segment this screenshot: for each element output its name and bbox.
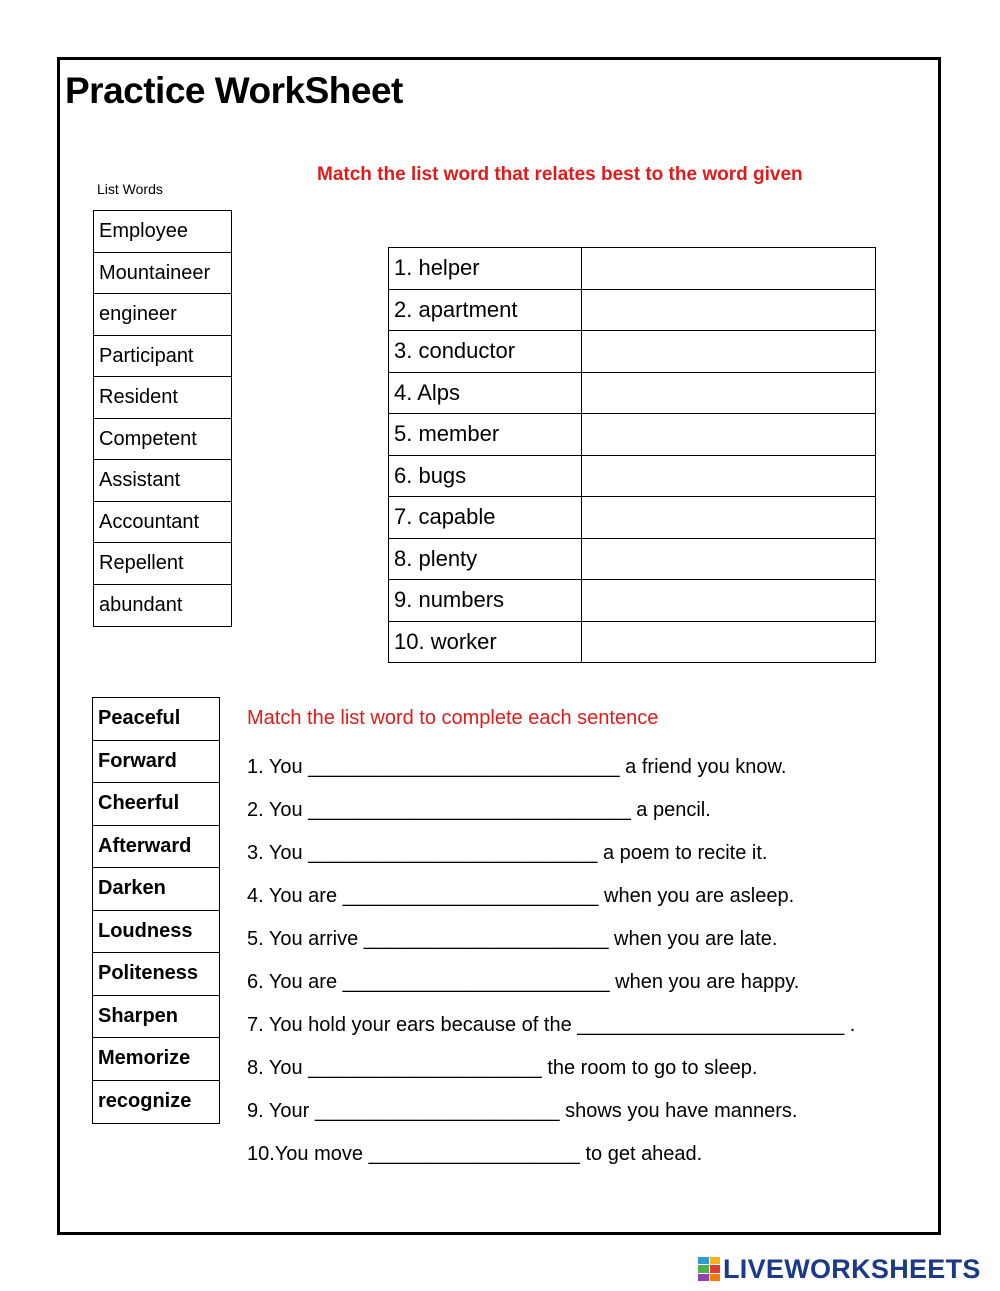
table-row: [389, 289, 876, 331]
instruction-match-related: Match the list word that relates best to the word given: [317, 164, 803, 185]
sentence-item[interactable]: 6. You are ________________________ when you are happy.: [247, 971, 800, 993]
list-word: Repellent: [94, 543, 231, 585]
sentence-item[interactable]: 10.You move ___________________ to get ahead.: [247, 1143, 703, 1165]
answer-field[interactable]: [582, 455, 876, 497]
list-word: Forward: [93, 741, 219, 784]
sentence-item[interactable]: 8. You _____________________ the room to go to sleep.: [247, 1057, 758, 1079]
table-row: [389, 372, 876, 414]
match-prompt: 8. plenty: [389, 538, 582, 580]
match-prompt: 7. capable: [389, 497, 582, 539]
logo-text: LIVEWORKSHEETS: [723, 1253, 981, 1284]
table-row: [389, 538, 876, 580]
match-prompt: 9. numbers: [389, 580, 582, 622]
answer-field[interactable]: [582, 372, 876, 414]
liveworksheets-logo: [698, 1254, 981, 1284]
sentence-item[interactable]: 4. You are _______________________ when you are asleep.: [247, 885, 795, 907]
list-word: Employee: [94, 211, 231, 253]
match-prompt: 2. apartment: [389, 289, 582, 331]
answer-field[interactable]: [582, 414, 876, 456]
list-word: Cheerful: [93, 783, 219, 826]
list-word: recognize: [98, 1089, 192, 1112]
table-row: [389, 621, 876, 663]
table-row: [389, 331, 876, 373]
list-word: engineer: [94, 294, 231, 336]
match-prompt: 3. conductor: [389, 331, 582, 373]
match-prompt: 6. bugs: [389, 455, 582, 497]
match-table: [388, 247, 876, 663]
table-row: [389, 497, 876, 539]
answer-field[interactable]: [582, 331, 876, 373]
list-word: abundant: [99, 593, 183, 616]
sentence-item[interactable]: 2. You _____________________________ a pencil.: [247, 799, 711, 821]
sentence-item[interactable]: 3. You __________________________ a poem to recite it.: [247, 842, 768, 864]
list-words-box-1: [93, 210, 232, 627]
answer-field[interactable]: [582, 621, 876, 663]
table-row: [389, 580, 876, 622]
list-word: Assistant: [94, 460, 231, 502]
sentence-item[interactable]: 5. You arrive ______________________ when you are late.: [247, 928, 778, 950]
answer-field[interactable]: [582, 497, 876, 539]
table-row: [389, 248, 876, 290]
instruction-complete-sentence: Match the list word to complete each sentence: [247, 707, 659, 729]
sentence-item[interactable]: 9. Your ______________________ shows you have manners.: [247, 1100, 798, 1122]
table-row: [389, 455, 876, 497]
list-word: Peaceful: [93, 698, 219, 741]
answer-field[interactable]: [582, 248, 876, 290]
list-words-box-2: [92, 697, 220, 1124]
list-word: Accountant: [94, 502, 231, 544]
answer-field[interactable]: [582, 538, 876, 580]
answer-field[interactable]: [582, 289, 876, 331]
list-word: Afterward: [93, 826, 219, 869]
sentence-item[interactable]: 7. You hold your ears because of the ________________________ .: [247, 1014, 856, 1036]
match-prompt: 4. Alps: [389, 372, 582, 414]
list-word: Darken: [93, 868, 219, 911]
match-prompt: 10. worker: [389, 621, 582, 663]
list-word: Sharpen: [93, 996, 219, 1039]
list-word: Mountaineer: [94, 253, 231, 295]
list-word: Politeness: [93, 953, 219, 996]
list-word: Competent: [94, 419, 231, 461]
table-row: [389, 414, 876, 456]
liveworksheets-logo-icon: [698, 1257, 720, 1281]
sentence-list: [247, 750, 927, 1180]
list-word: Resident: [94, 377, 231, 419]
list-word: Participant: [94, 336, 231, 378]
page-title: Practice WorkSheet: [65, 70, 403, 111]
match-prompt: 5. member: [389, 414, 582, 456]
match-prompt: 1. helper: [389, 248, 582, 290]
list-word: Memorize: [93, 1038, 219, 1081]
list-words-label: List Words: [97, 181, 163, 197]
answer-field[interactable]: [582, 580, 876, 622]
list-word: Loudness: [93, 911, 219, 954]
sentence-item[interactable]: 1. You ____________________________ a friend you know.: [247, 756, 787, 778]
